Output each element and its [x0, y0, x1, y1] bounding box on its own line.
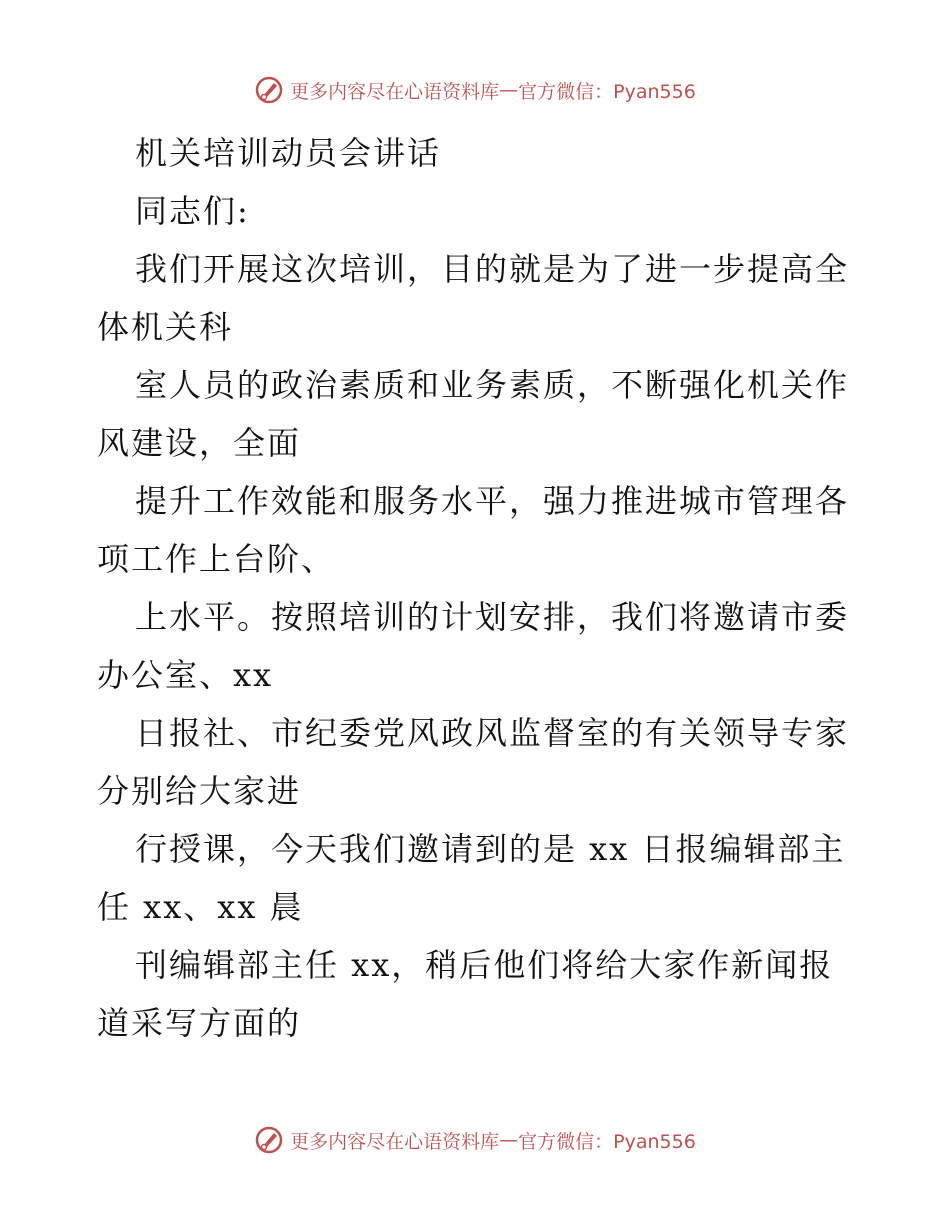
paragraph-line: 分别给大家进	[97, 772, 302, 810]
paragraph-line: 提升工作效能和服务水平，强力推进城市管理各	[135, 482, 850, 520]
pen-logo-icon	[254, 75, 284, 105]
footer-watermark	[0, 1120, 950, 1160]
paragraph-line: 刊编辑部主任 xx，稍后他们将给大家作新闻报	[135, 946, 834, 984]
document-title: 机关培训动员会讲话	[135, 134, 442, 172]
paragraph-line: 风建设，全面	[97, 424, 302, 462]
paragraph-line: 体机关科	[97, 308, 234, 346]
paragraph-line: 任 xx、xx 晨	[97, 888, 304, 926]
paragraph-line: 项工作上台阶、	[97, 540, 336, 578]
paragraph-line: 我们开展这次培训，目的就是为了进一步提高全	[135, 250, 850, 288]
document-body	[97, 124, 857, 1052]
paragraph-line: 日报社、市纪委党风政风监督室的有关领导专家	[135, 714, 850, 752]
paragraph-line: 道采写方面的	[97, 1004, 302, 1042]
header-dash: —	[499, 79, 519, 101]
salutation: 同志们:	[135, 192, 250, 230]
header-site-text: 更多内容尽在心语资料库	[290, 80, 500, 103]
paragraph-line: 行授课，今天我们邀请到的是 xx 日报编辑部主	[135, 830, 846, 868]
header-contact: 官方微信：Pyan556	[518, 80, 696, 103]
paragraph-line: 上水平。按照培训的计划安排，我们将邀请市委	[135, 598, 850, 636]
footer-site-text: 更多内容尽在心语资料库	[290, 1130, 500, 1153]
header-watermark	[0, 70, 950, 110]
paragraph-line: 室人员的政治素质和业务素质，不断强化机关作	[135, 366, 850, 404]
paragraph-line: 办公室、xx	[97, 656, 274, 694]
footer-dash: —	[499, 1129, 519, 1151]
footer-contact: 官方微信：Pyan556	[518, 1130, 696, 1153]
pen-logo-icon	[254, 1125, 284, 1155]
